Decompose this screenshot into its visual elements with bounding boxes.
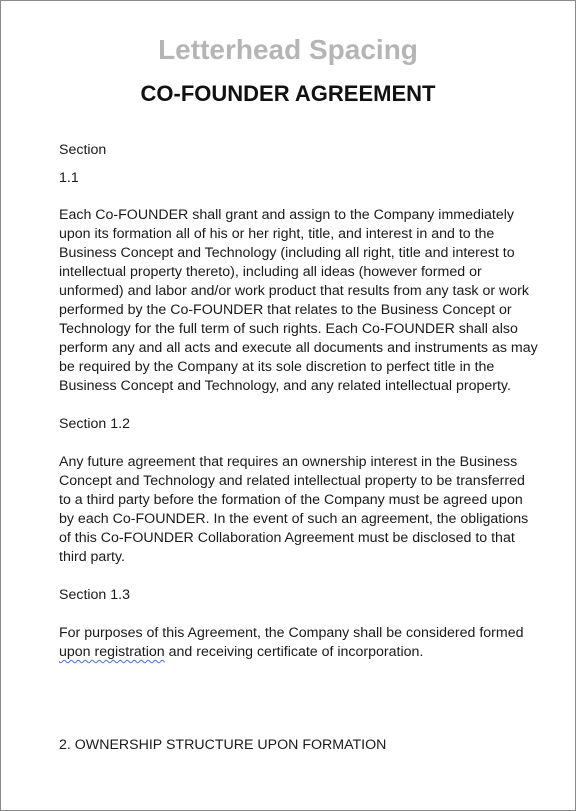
section-1-3-paragraph <box>59 624 539 662</box>
section-1-2-heading: Section 1.2 <box>59 416 130 432</box>
letterhead-placeholder: Letterhead Spacing <box>158 34 418 65</box>
section-label: Section <box>59 142 107 158</box>
section-1-1-paragraph: Each Co-FOUNDER shall grant and assign to the Company immediately upon its formation all of his or her right, title, and interest in and to the Business Concept and Technology (including all right, title and interest to intellectual property thereto), including all ideas (however formed or unformed) and labor and/or work product that results from any task or work performed by the Co-FOUNDER that relates to the Business Concept or Technology for the full term of such rights. Each Co-FOUNDER shall also perform any and all acts and execute all documents and instruments as may be required by the Company at its sole discretion to perfect title in the Business Concept and Technology, and any related intellectual property. <box>59 207 538 394</box>
spellcheck-flagged-text[interactable]: upon registration <box>59 644 165 660</box>
paragraph-text: and receiving certificate of incorporation. <box>164 644 424 660</box>
section-2-heading: 2. OWNERSHIP STRUCTURE UPON FORMATION <box>59 737 387 753</box>
document-title: CO-FOUNDER AGREEMENT <box>140 81 436 106</box>
section-1-3-heading: Section 1.3 <box>59 587 130 603</box>
section-1-2-paragraph: Any future agreement that requires an ownership interest in the Business Concept and Technology and related intellectual property to be transferred to a third party before the formation of the Company must be agreed upon by each Co-FOUNDER. In the event of such an agreement, the obligations of this Co-FOUNDER Collaboration Agreement must be disclosed to that third party. <box>59 454 529 565</box>
section-number: 1.1 <box>59 170 79 186</box>
paragraph-text: For purposes of this Agreement, the Company shall be considered formed <box>59 625 524 641</box>
